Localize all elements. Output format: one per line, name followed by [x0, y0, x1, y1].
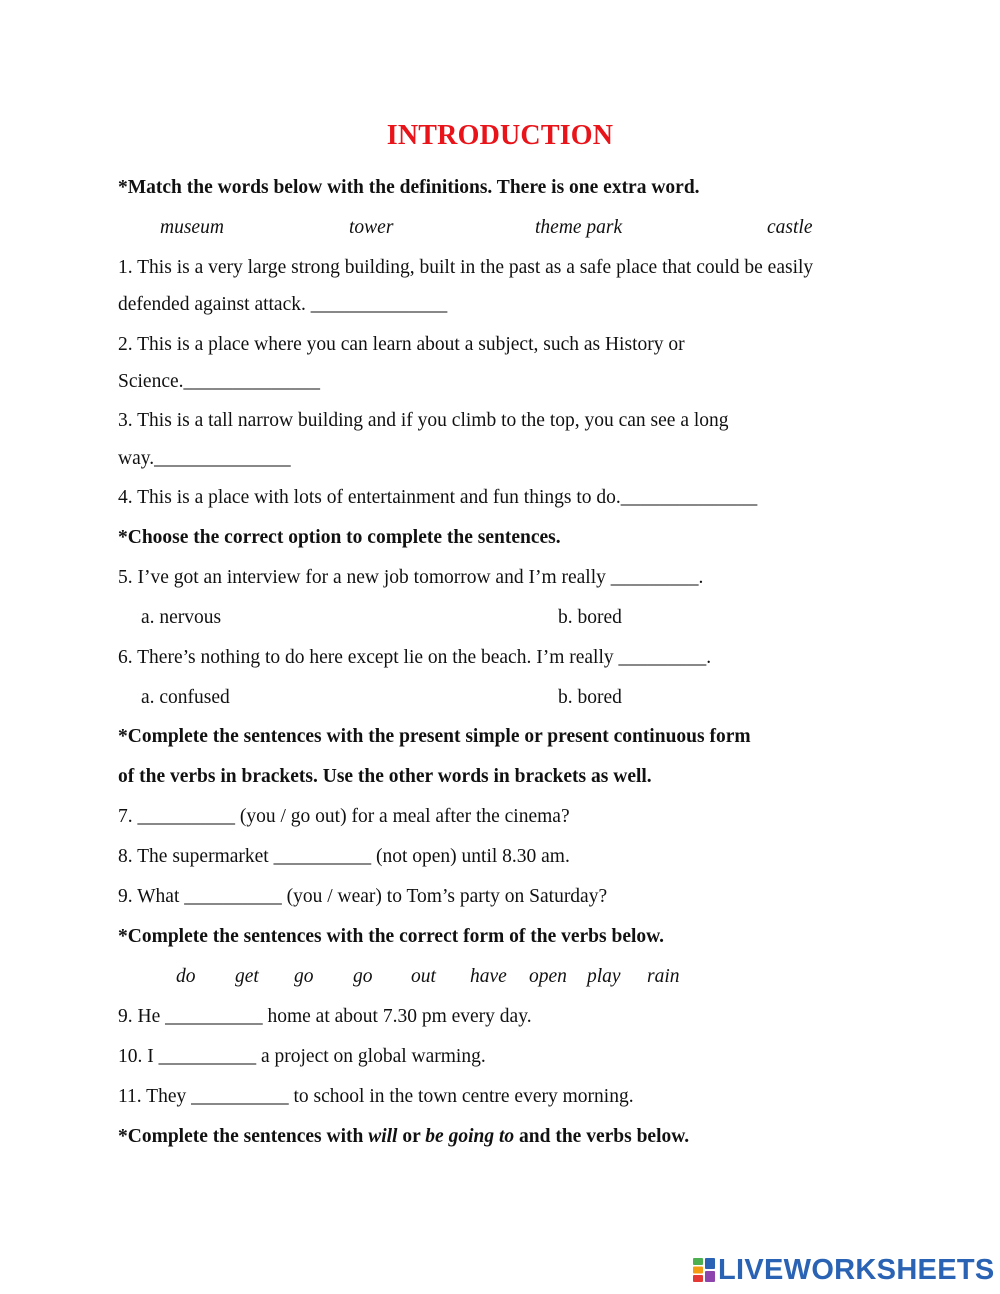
word-theme-park: theme park [535, 217, 623, 238]
question-11: 11. They __________ to school in the town centre every morning. [118, 1086, 634, 1107]
word-museum: museum [160, 217, 224, 238]
verb-go-1: go [294, 966, 314, 987]
section4-instruction: *Complete the sentences with the correct form of the verbs below. [118, 926, 665, 947]
question-10: 10. I __________ a project on global warming. [118, 1046, 486, 1067]
page-title: INTRODUCTION [386, 120, 614, 151]
question-2-line1: 2. This is a place where you can learn about a subject, such as History or [118, 334, 685, 355]
section2-instruction: *Choose the correct option to complete the sentences. [118, 527, 561, 548]
question-1-line2: defended against attack. ______________ [118, 294, 448, 315]
question-6-option-b: b. bored [558, 687, 622, 708]
section1-instruction: *Match the words below with the definitions. There is one extra word. [118, 177, 700, 198]
question-7: 7. __________ (you / go out) for a meal after the cinema? [118, 806, 570, 827]
verb-open: open [529, 966, 567, 987]
verb-out: out [411, 966, 436, 987]
liveworksheets-logo-icon [693, 1257, 715, 1283]
question-1-line1: 1. This is a very large strong building, built in the past as a safe place that could be easily [118, 257, 814, 278]
verb-rain: rain [647, 966, 680, 987]
question-9a: 9. What __________ (you / wear) to Tom’s party on Saturday? [118, 886, 608, 907]
section3-instruction-line2: of the verbs in brackets. Use the other words in brackets as well. [118, 766, 652, 787]
verb-play: play [587, 966, 621, 987]
question-5-option-a: a. nervous [141, 607, 222, 628]
section5-will: will [368, 1126, 398, 1147]
question-3-line1: 3. This is a tall narrow building and if you climb to the top, you can see a long [118, 410, 729, 431]
verb-get: get [235, 966, 259, 987]
section5-instruction-post: and the verbs below. [514, 1126, 690, 1147]
question-6: 6. There’s nothing to do here except lie on the beach. I’m really _________. [118, 647, 712, 668]
section5-instruction [118, 1125, 689, 1149]
question-9b: 9. He __________ home at about 7.30 pm every day. [118, 1006, 532, 1027]
section5-or: or [397, 1126, 426, 1147]
question-6-option-a: a. confused [141, 687, 230, 708]
question-8: 8. The supermarket __________ (not open) until 8.30 am. [118, 846, 570, 867]
verb-have: have [470, 966, 507, 987]
liveworksheets-logo-text: LIVEWORKSHEETS [718, 1254, 995, 1286]
word-tower: tower [349, 217, 394, 238]
verb-do: do [176, 966, 196, 987]
section5-going: be going to [425, 1126, 515, 1147]
question-5: 5. I’ve got an interview for a new job tomorrow and I’m really _________. [118, 567, 704, 588]
question-2-line2: Science.______________ [118, 371, 321, 392]
liveworksheets-logo [693, 1254, 995, 1286]
word-castle: castle [767, 217, 813, 238]
verb-go-2: go [353, 966, 373, 987]
question-5-option-b: b. bored [558, 607, 622, 628]
question-3-line2: way.______________ [118, 448, 291, 469]
question-4: 4. This is a place with lots of entertainment and fun things to do.______________ [118, 487, 758, 508]
section5-instruction-pre: *Complete the sentences with [118, 1126, 369, 1147]
section3-instruction-line1: *Complete the sentences with the present simple or present continuous form [118, 726, 751, 747]
